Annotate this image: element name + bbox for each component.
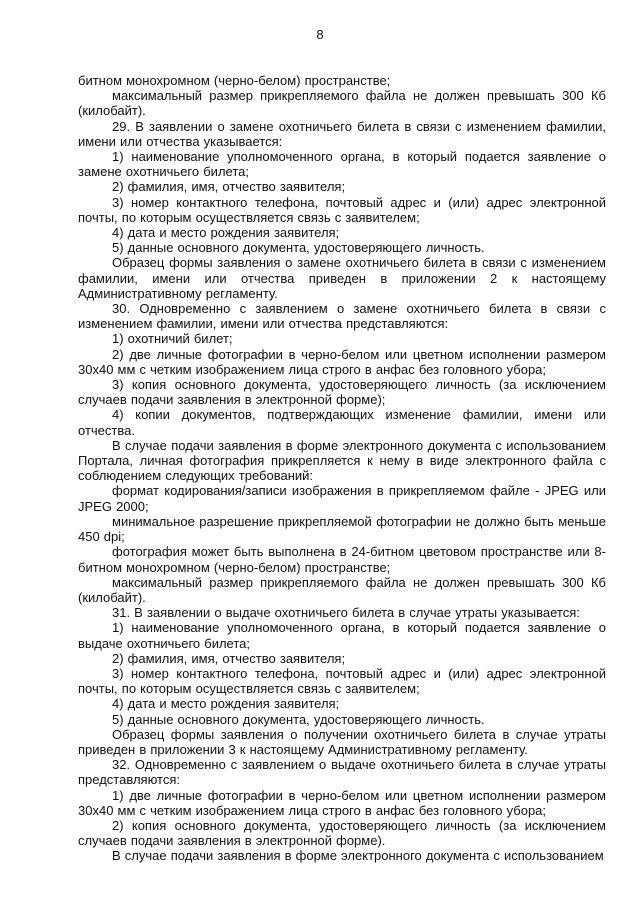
list-item: 4) дата и место рождения заявителя; [112,225,340,241]
list-item: 2) две личные фотографии в черно-белом или цветном исполнении размером 30x40 мм с четким изображением лица строго в анфас без головного убора; [78,346,606,377]
paragraph-clause-32: 32. Одновременно с заявлением о выдаче охотничьего билета в случае утраты представляются: [78,757,606,788]
list-item: 1) наименование уполномоченного органа, в который подается заявление о выдаче охотничьего билета; [78,620,606,651]
paragraph: В случае подачи заявления в форме электронного документа с использованием Портала, личная фотография прикрепляется к нему в виде электронного файла с соблюдением следующих требований: [78,437,606,484]
requirement-item: формат кодирования/записи изображения в прикрепляемом файле - JPEG или JPEG 2000; [78,483,606,514]
list-item: 2) копия основного документа, удостоверяющего личность (за исключением случаев подачи заявления в электронной форме). [78,817,606,849]
list-item: 1) охотничий билет; [112,331,233,347]
requirement-item: максимальный размер прикрепляемого файла не должен превышать 300 Кб (килобайт). [78,574,606,605]
list-item: 4) дата и место рождения заявителя; [112,696,340,712]
paragraph: Образец формы заявления о замене охотничьего билета в связи с изменением фамилии, имени или отчества приведен в приложении 2 к настоящему Административному регламенту. [78,255,606,301]
paragraph-continuation: битном монохромном (черно-белом) пространстве; [78,73,391,88]
list-item: 1) наименование уполномоченного органа, в который подается заявление о замене охотничьего билета; [78,149,606,180]
list-item: 2) фамилия, имя, отчество заявителя; [112,650,346,666]
requirement-item: минимальное разрешение прикрепляемой фотографии не должно быть меньше 450 dpi; [78,513,606,545]
paragraph: В случае подачи заявления в форме электронного документа с использованием [112,848,604,864]
document-body [78,73,606,864]
list-item: 4) копии документов, подтверждающих изменение фамилии, имени или отчества. [78,407,606,438]
list-item: 1) две личные фотографии в черно-белом или цветном исполнении размером 30x40 мм с четким изображением лица строго в анфас без головного убора; [78,787,606,818]
paragraph-clause-30: 30. Одновременно с заявлением о замене охотничьего билета в связи с изменением фамилии, имени или отчества представляются: [78,301,606,332]
paragraph: максимальный размер прикрепляемого файла не должен превышать 300 Кб (килобайт). [78,88,606,119]
paragraph-clause-29: 29. В заявлении о замене охотничьего билета в связи с изменением фамилии, имени или отчества указывается: [78,118,606,149]
list-item: 3) копия основного документа, удостоверяющего личность (за исключением случаев подачи заявления в электронной форме); [78,377,606,408]
list-item: 3) номер контактного телефона, почтовый адрес и (или) адрес электронной почты, по которым осуществляется связь с заявителем; [78,194,606,225]
list-item: 5) данные основного документа, удостоверяющего личность. [112,711,485,727]
requirement-item: фотография может быть выполнена в 24-битном цветовом пространстве или 8-битном монохромном (черно-белом) пространстве; [78,544,606,575]
list-item: 5) данные основного документа, удостоверяющего личность. [112,240,485,256]
list-item: 3) номер контактного телефона, почтовый адрес и (или) адрес электронной почты, по которым осуществляется связь с заявителем; [78,665,606,697]
paragraph: Образец формы заявления о получении охотничьего билета в случае утраты приведен в приложении 3 к настоящему Административному регламенту. [78,726,606,757]
page-number: 8 [316,27,324,42]
paragraph-clause-31: 31. В заявлении о выдаче охотничьего билета в случае утраты указывается: [112,605,580,621]
list-item: 2) фамилия, имя, отчество заявителя; [112,179,346,195]
